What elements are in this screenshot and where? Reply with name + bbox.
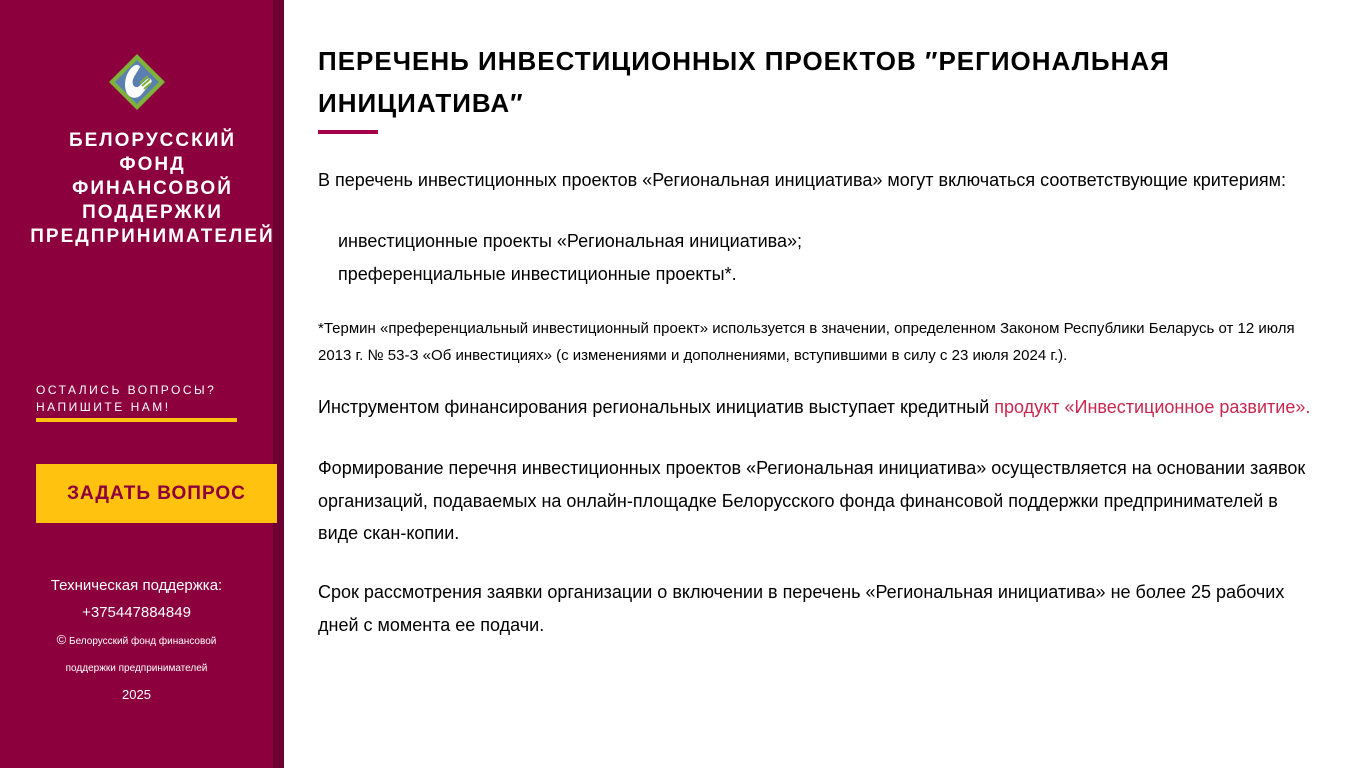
criteria-list bbox=[338, 225, 802, 291]
term-paragraph: Срок рассмотрения заявки организации о включении в перечень «Региональная инициатива» не более 25 рабочих дней с момента ее подачи. bbox=[318, 582, 1285, 635]
investment-development-link[interactable]: продукт «Инвестиционное развитие». bbox=[994, 397, 1311, 417]
support-block bbox=[0, 572, 273, 708]
org-name-line: ПРЕДПРИНИМАТЕЛЕЙ bbox=[30, 226, 275, 247]
instrument-text: Инструментом финансирования региональных инициатив выступает кредитный bbox=[318, 397, 995, 417]
instrument-paragraph bbox=[318, 393, 1310, 421]
org-name-line: БЕЛОРУССКИЙ bbox=[68, 130, 237, 151]
support-label: Техническая поддержка: bbox=[50, 577, 223, 594]
sidebar bbox=[0, 0, 284, 768]
sidebar-edge bbox=[273, 0, 284, 768]
questions-underline bbox=[36, 418, 237, 422]
page-title: ПЕРЕЧЕНЬ ИНВЕСТИЦИОННЫХ ПРОЕКТОВ ″РЕГИОНАЛЬНАЯ ИНИЦИАТИВА″ bbox=[318, 46, 1170, 118]
list-item: инвестиционные проекты «Региональная инициатива»; bbox=[338, 231, 803, 251]
footnote: *Термин «преференциальный инвестиционный проект» используется в значении, определенном Законом Республики Беларусь от 12 июля 2013 г. № 53-З «Об инвестициях» (с изменениями и дополнениями, вступившими в силу с 23 июля 2024 г.). bbox=[318, 320, 1295, 364]
copyright-year: 2025 bbox=[122, 687, 151, 702]
title-underline bbox=[318, 130, 378, 134]
copyright-sign: © bbox=[56, 632, 67, 647]
list-item: преференциальные инвестиционные проекты*. bbox=[338, 264, 737, 284]
questions-line: ОСТАЛИСЬ ВОПРОСЫ? bbox=[36, 383, 217, 397]
questions-prompt bbox=[36, 382, 256, 416]
org-name-line: ФИНАНСОВОЙ bbox=[72, 178, 233, 199]
ask-question-button[interactable]: ЗАДАТЬ ВОПРОС bbox=[36, 464, 277, 523]
org-name-line: ФОНД bbox=[119, 154, 186, 175]
main-content bbox=[318, 40, 1318, 635]
intro-paragraph: В перечень инвестиционных проектов «Региональная инициатива» могут включаться соответствующие критериям: bbox=[318, 170, 1287, 190]
handshake-logo-icon[interactable] bbox=[107, 53, 167, 111]
copyright bbox=[32, 626, 242, 682]
support-phone[interactable]: +375447884849 bbox=[82, 604, 191, 621]
questions-line: НАПИШИТЕ НАМ! bbox=[36, 400, 171, 414]
copyright-text: Белорусский фонд финансовой поддержки предпринимателей bbox=[65, 636, 217, 674]
org-name-line: ПОДДЕРЖКИ bbox=[82, 202, 223, 223]
forming-paragraph: Формирование перечня инвестиционных проектов «Региональная инициатива» осуществляется на основании заявок организаций, подаваемых на онлайн-площадке Белорусского фонда финансовой поддержки предпринимателей в виде скан-копии. bbox=[318, 458, 1306, 543]
org-name bbox=[30, 129, 275, 249]
